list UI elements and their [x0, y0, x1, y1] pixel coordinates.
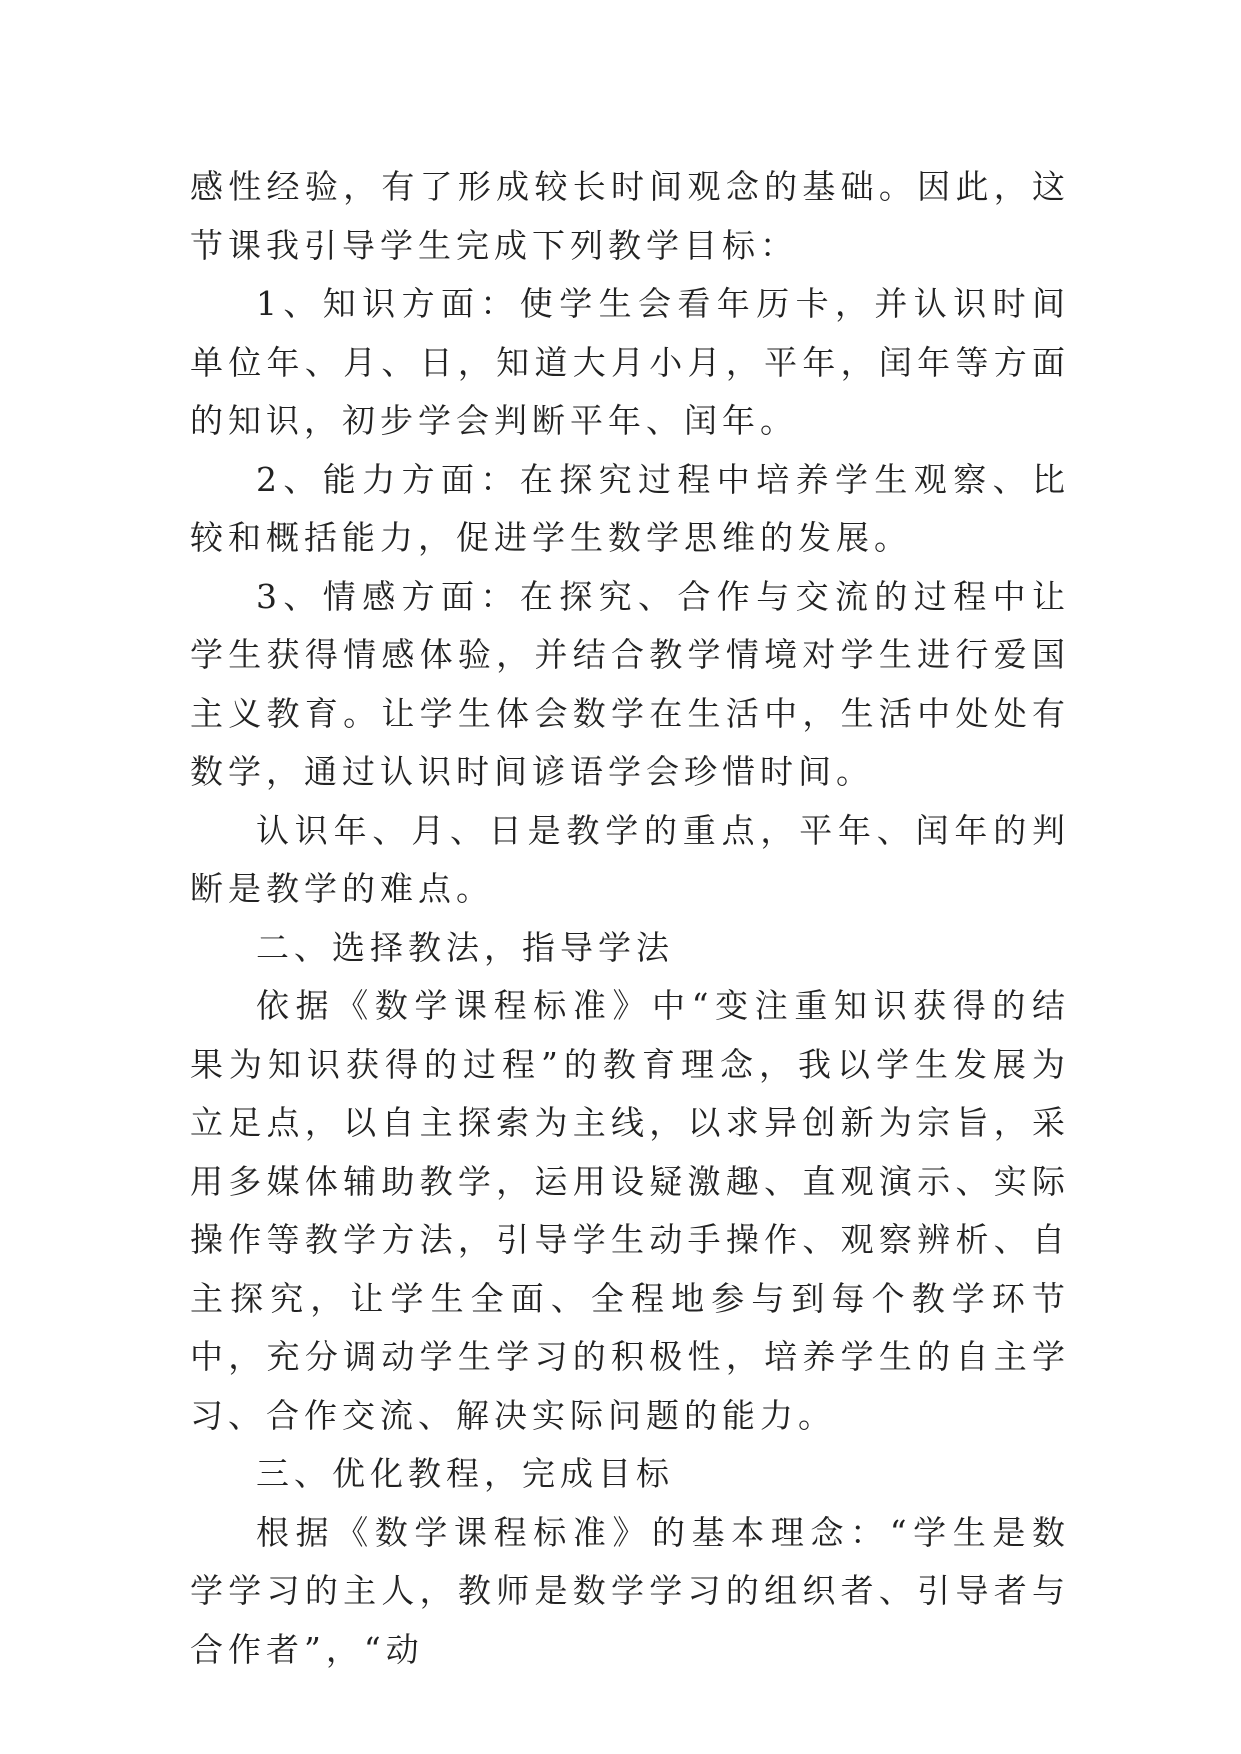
section-heading-2: 二、选择教法，指导学法 [256, 927, 674, 967]
paragraph-key-difficulty: 认识年、月、日是教学的重点，平年、闰年的判断是教学的难点。 [190, 810, 1070, 908]
paragraph-continuation-intro: 感性经验，有了形成较长时间观念的基础。因此，这节课我引导学生完成下列教学目标： [190, 167, 1070, 265]
paragraph-goal-knowledge: 1、知识方面：使学生会看年历卡，并认识时间单位年、月、日，知道大月小月，平年，闰年等方面的知识，初步学会判断平年、闰年。 [190, 284, 1070, 440]
paragraph-goal-emotion: 3、情感方面：在探究、合作与交流的过程中让学生获得情感体验，并结合教学情境对学生进行爱国主义教育。让学生体会数学在生活中，生活中处处有数学，通过认识时间谚语学会珍惜时间。 [190, 576, 1070, 791]
paragraph-method: 依据《数学课程标准》中“变注重知识获得的结果为知识获得的过程”的教育理念，我以学生发展为立足点，以自主探索为主线，以求异创新为宗旨，采用多媒体辅助教学，运用设疑激趣、直观演示、实际操作等教学方法，引导学生动手操作、观察辨析、自主探究，让学生全面、全程地参与到每个教学环节中，充分调动学生学习的积极性，培养学生的自主学习、合作交流、解决实际问题的能力。 [190, 986, 1070, 1435]
section-heading-3: 三、优化教程，完成目标 [256, 1454, 674, 1493]
paragraph-principle: 根据《数学课程标准》的基本理念：“学生是数学学习的主人，教师是数学学习的组织者、引导者与合作者”，“动 [190, 1512, 1070, 1669]
paragraph-goal-ability: 2、能力方面：在探究过程中培养学生观察、比较和概括能力，促进学生数学思维的发展。 [190, 459, 1070, 557]
body-text [190, 158, 1070, 1679]
